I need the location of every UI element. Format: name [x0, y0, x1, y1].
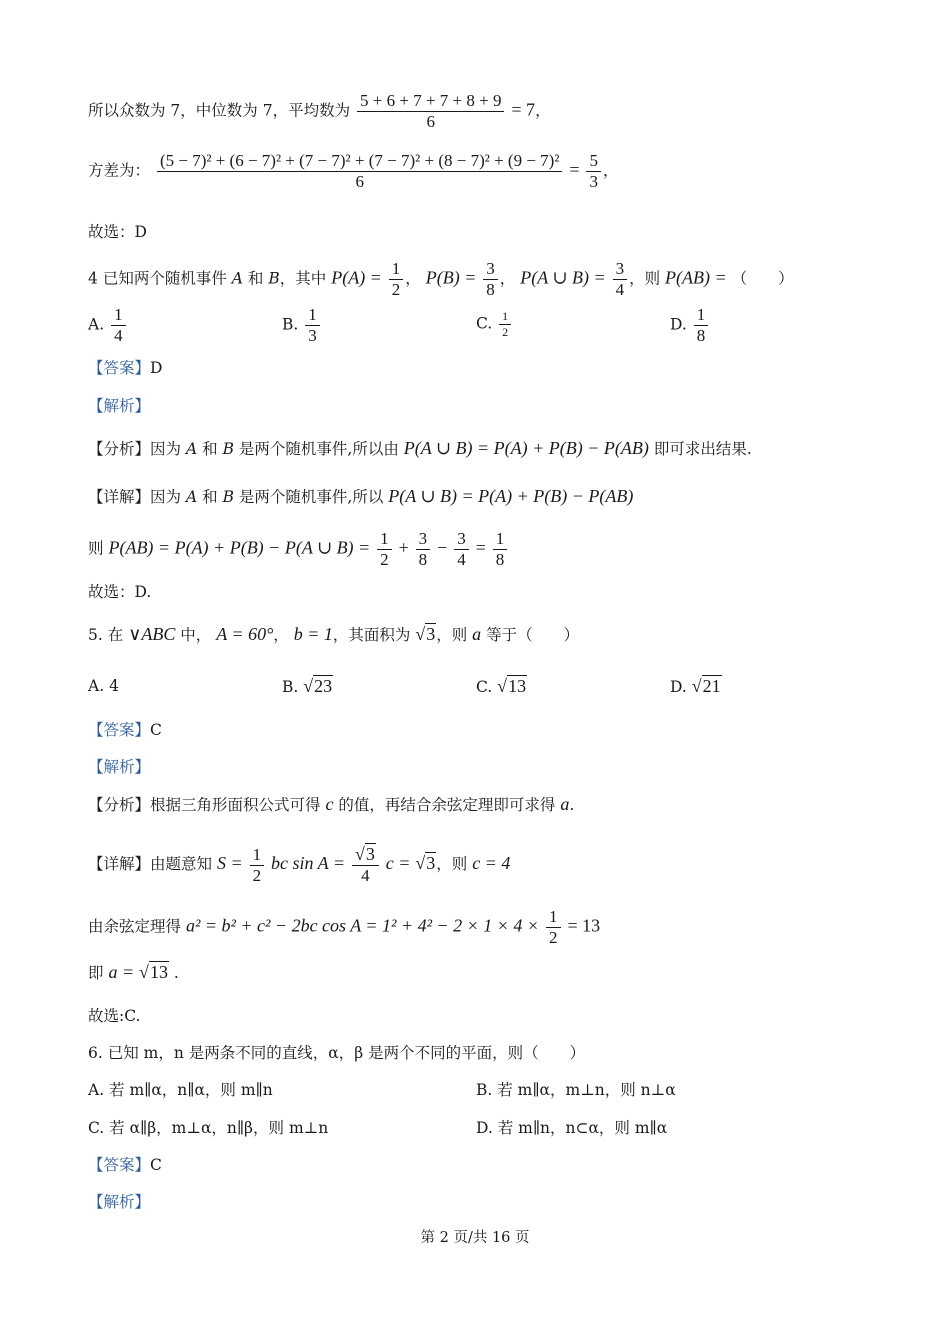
q5-stem: 5. 在 ∨ABC 中， A = 60°， b = 1，其面积为 √3，则 a 等于（ ）: [88, 624, 580, 644]
q5-xiangjie: 【详解】由题意知 S = $\frac{1}{2}$ bc sin A = $\frac{√3}{4}$ c = √3，则 c = 4: [88, 844, 511, 885]
q6-option-d: D. 若 m∥n，n⊂α，则 m∥α: [476, 1119, 668, 1137]
page-footer: 第 2 页/共 16 页: [420, 1230, 530, 1246]
q5-fenxi: 【分析】根据三角形面积公式可得 c 的值，再结合余弦定理即可求得 a.: [88, 794, 575, 814]
q4-option-c: C. $\frac{1}{2}$: [476, 310, 513, 339]
q5-option-d: D. √21: [670, 676, 721, 696]
q4-stem: 4 已知两个随机事件 A 和 B，其中 P(A) = $\frac{1}{2}$ ， P(B) = $\frac{3}{8}$ ， P(A ∪ B) = $\frac{3}{4}$ ，则 P(AB) = （ ）: [88, 259, 794, 299]
q6-analysis-tag: 【解析】: [88, 1193, 151, 1211]
q5-option-a: A. 4: [88, 677, 119, 695]
q6-option-c: C. 若 α∥β，m⊥α，n∥β，则 m⊥n: [88, 1119, 329, 1137]
q4-calc: 则 P(AB) = P(A) + P(B) − P(A ∪ B) = $\frac{1}{2}$ + $\frac{3}{8}$ − $\frac{3}{4}$ = $\frac{1}{8}$: [88, 530, 509, 569]
q4-number: 4: [88, 269, 98, 288]
q3-conclusion: 故选：D: [88, 223, 147, 241]
q4-fenxi: 【分析】因为 A 和 B 是两个随机事件,所以由 P(A ∪ B) = P(A) + P(B) − P(AB) 即可求出结果.: [88, 438, 752, 458]
q4-option-b: B. $\frac{1}{3}$: [282, 306, 322, 345]
q6-stem: 6. 已知 m，n 是两条不同的直线，α，β 是两个不同的平面，则（ ）: [88, 1044, 586, 1062]
q4-xiangjie: 【详解】因为 A 和 B 是两个随机事件,所以 P(A ∪ B) = P(A) + P(B) − P(AB): [88, 486, 634, 506]
q5-cosine-law: 由余弦定理得 a² = b² + c² − 2bc cos A = 1² + 4² − 2 × 1 × 4 × $\frac{1}{2}$ = 13: [88, 907, 601, 947]
variance-result-fraction: $\frac{5}{3}$: [586, 152, 601, 191]
q5-answer: 【答案】C: [88, 721, 162, 739]
variance-fraction: (5 − 7)² + (6 − 7)² + (7 − 7)² + (7 − 7)² + (8 − 7)² + (9 − 7)² 6: [157, 152, 562, 191]
q5-analysis-tag: 【解析】: [88, 758, 151, 776]
q5-number: 5.: [88, 626, 103, 644]
q6-option-b: B. 若 m∥α，m⊥n，则 n⊥α: [476, 1081, 676, 1099]
variance-text: 方差为：: [88, 161, 151, 180]
q5-conclusion: 故选:C.: [88, 1007, 141, 1025]
q6-option-a: A. 若 m∥α，n∥α，则 m∥n: [88, 1081, 273, 1099]
variance-line: 方差为： (5 − 7)² + (6 − 7)² + (7 − 7)² + (7 − 7)² + (8 − 7)² + (9 − 7)² 6 = $\frac{5}{3}$ ，: [88, 151, 619, 191]
q5-result: 即 a = √13 .: [88, 962, 179, 982]
q5-option-c: C. √13: [476, 676, 527, 696]
q4-option-d: D. $\frac{1}{8}$: [670, 306, 710, 345]
q5-option-b: B. √23: [282, 676, 333, 696]
q4-analysis-tag: 【解析】: [88, 397, 151, 415]
mean-line: 所以众数为 7，中位数为 7，平均数为 $\frac{5 + 6 + 7 + 7 + 8 + 9}{6}$ = 7，: [88, 91, 551, 131]
q6-answer: 【答案】C: [88, 1156, 162, 1174]
q4-answer: 【答案】D: [88, 359, 163, 377]
q4-option-a: A. $\frac{1}{4}$: [88, 306, 128, 345]
mean-fraction: $\frac{5 + 6 + 7 + 7 + 8 + 9}{6}$: [357, 92, 504, 131]
q4-conclusion: 故选：D.: [88, 583, 152, 601]
mean-text: 所以众数为 7，中位数为 7，平均数为: [88, 101, 351, 120]
